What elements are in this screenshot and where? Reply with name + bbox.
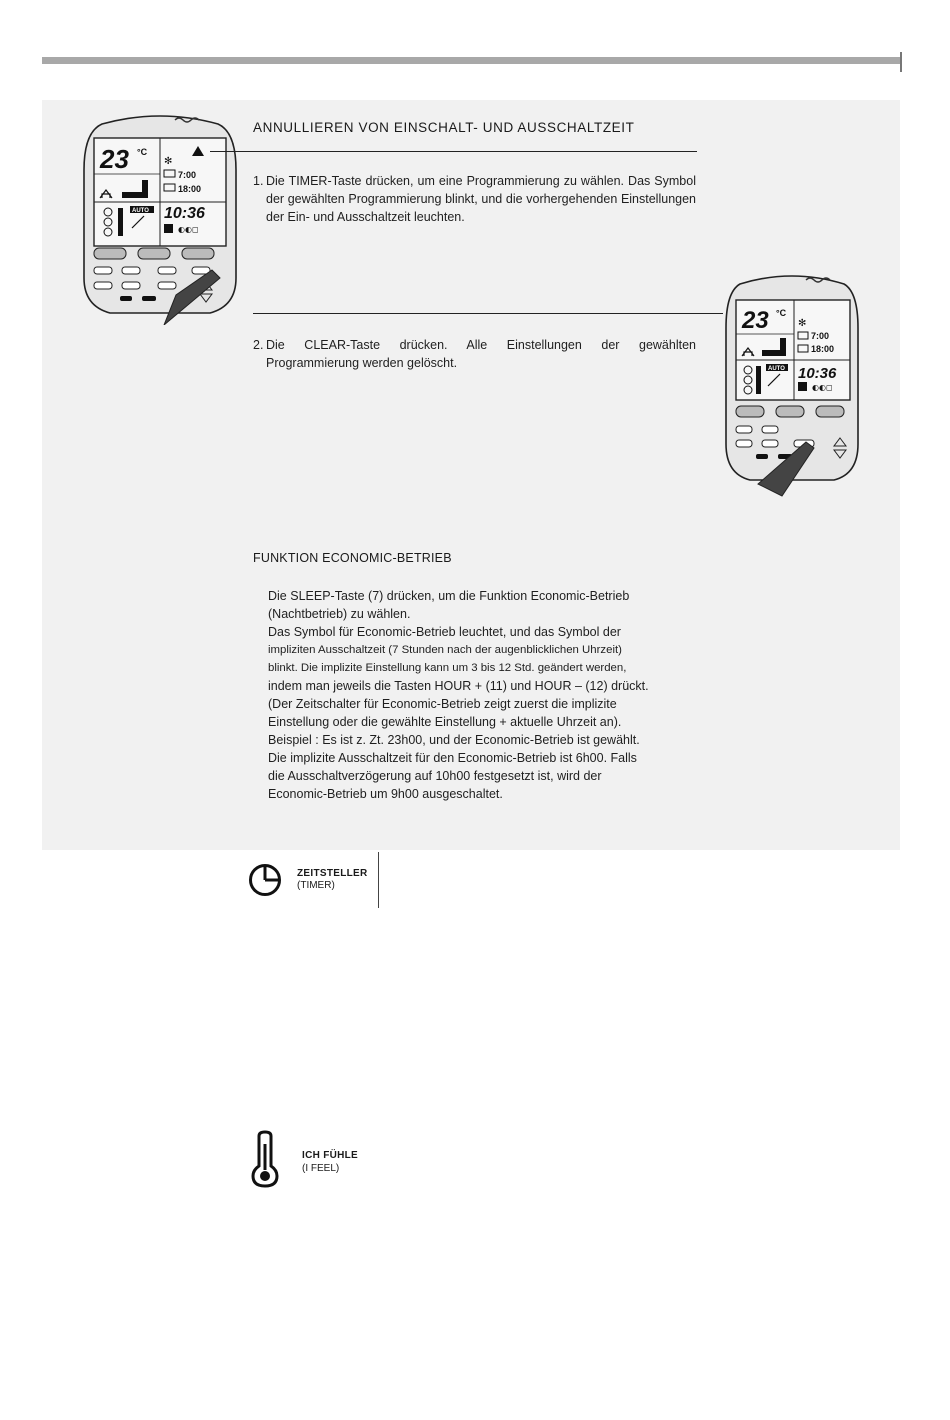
economic-line-9: Beispiel : Es ist z. Zt. 23h00, und der Economic-Betrieb ist gewählt. (268, 733, 640, 747)
step-2-text: Die CLEAR-Taste drücken. Alle Einstellungen der gewählten Programmierung werden gelöscht. (266, 338, 696, 370)
economic-line-4: impliziten Ausschaltzeit (7 Stunden nach der augenblicklichen Uhrzeit) (268, 644, 622, 656)
economic-line-12: Economic-Betrieb um 9h00 ausgeschaltet. (268, 787, 503, 801)
remote2-off-time: 18:00 (811, 344, 835, 354)
remote2-temperature: 23 (742, 307, 769, 334)
svg-text:✻: ✻ (798, 318, 807, 329)
section-cancel-heading: ANNULLIEREN VON EINSCHALT- UND AUSSCHALTZEIT (253, 120, 635, 135)
thermometer-icon (250, 1130, 280, 1188)
step-1-number: 1. (253, 174, 264, 188)
remote1-clock: 10:36 (164, 205, 205, 222)
economic-line-1: Die SLEEP-Taste (7) drücken, um die Funktion Economic-Betrieb (268, 589, 630, 603)
remote1-mode: AUTO (132, 208, 149, 214)
timer-divider (378, 852, 379, 908)
top-rule (42, 57, 900, 64)
remote2-clock: 10:36 (798, 365, 837, 382)
feel-label: ICH FÜHLE (302, 1150, 359, 1161)
step-2-number: 2. (253, 338, 264, 352)
economic-line-6: indem man jeweils die Tasten HOUR + (11) und HOUR – (12) drückt. (268, 679, 649, 693)
remote1-off-time: 18:00 (178, 184, 202, 194)
economic-line-5: blinkt. Die implizite Einstellung kann um 3 bis 12 Std. geändert werden, (268, 662, 627, 674)
step-1-text: Die TIMER-Taste drücken, um eine Programmierung zu wählen. Das Symbol der gewählten Programmierung blinkt, und die vorhergehenden Einstellungen der Ein- und Ausschaltzeit leuchten. (266, 174, 696, 224)
remote1-on-time: 7:00 (178, 170, 197, 180)
remote-control-illustration-1 (80, 110, 240, 325)
economic-line-11: die Ausschaltverzögerung auf 10h00 festgesetzt ist, wird der (268, 769, 602, 783)
section-cancel-rule-2 (253, 313, 723, 314)
timer-sublabel: (TIMER) (297, 880, 335, 891)
top-rule-tick (900, 52, 902, 72)
clock-icon (247, 862, 283, 898)
section-cancel-rule-1 (210, 151, 697, 152)
remote2-mode: AUTO (768, 366, 785, 372)
remote2-unit: °C (776, 308, 787, 318)
economic-line-2: (Nachtbetrieb) zu wählen. (268, 607, 411, 621)
remote2-on-time: 7:00 (811, 331, 830, 341)
economic-line-3: Das Symbol für Economic-Betrieb leuchtet, und das Symbol der (268, 625, 621, 639)
economic-line-8: Einstellung oder die gewählte Einstellung + aktuelle Uhrzeit an). (268, 715, 622, 729)
feel-sublabel: (I FEEL) (302, 1163, 340, 1174)
svg-text:✻: ✻ (164, 156, 173, 167)
svg-text:◐◐◻: ◐◐◻ (178, 225, 199, 234)
remote1-temperature: 23 (100, 144, 129, 174)
economic-line-10: Die implizite Ausschaltzeit für den Economic-Betrieb ist 6h00. Falls (268, 751, 637, 765)
section-economic-heading: FUNKTION ECONOMIC-BETRIEB (253, 551, 452, 565)
remote-control-illustration-2 (722, 268, 862, 500)
section-economic-body (268, 587, 698, 803)
remote1-unit: °C (137, 147, 148, 157)
timer-label: ZEITSTELLER (297, 868, 368, 879)
svg-text:◐◐◻: ◐◐◻ (812, 383, 833, 392)
economic-line-7: (Der Zeitschalter für Economic-Betrieb zeigt zuerst die implizite (268, 697, 617, 711)
